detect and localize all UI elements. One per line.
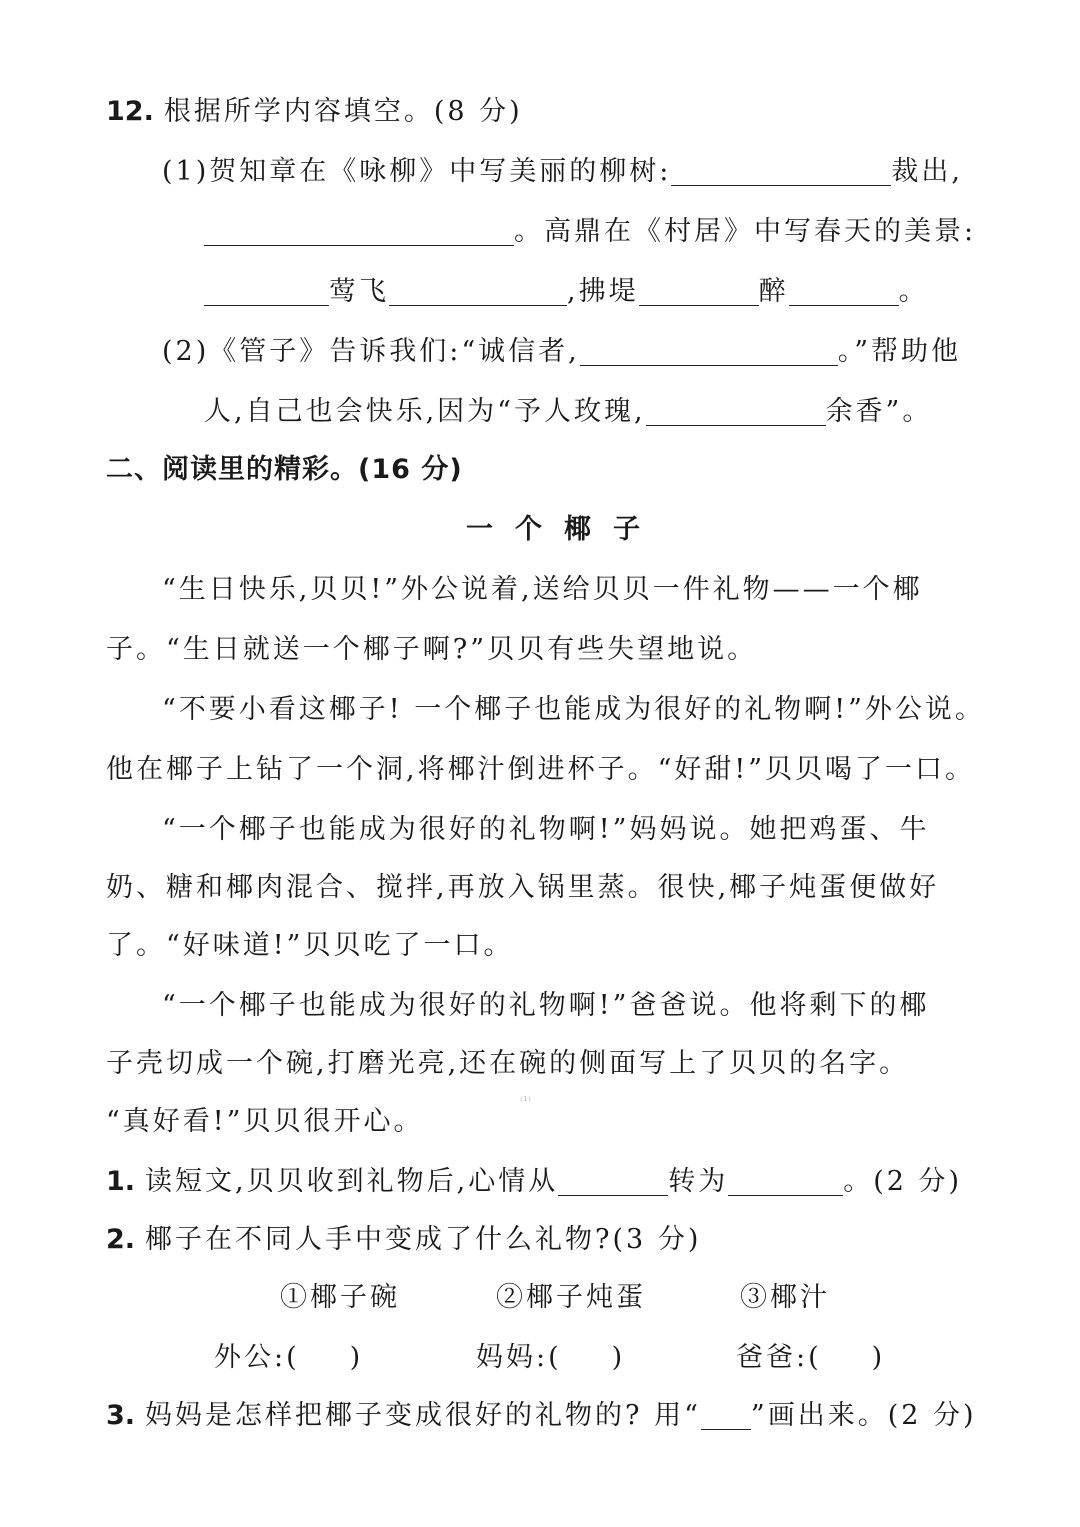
q12-part1-line3 (204, 272, 929, 312)
question-2 (106, 1220, 701, 1260)
q12-p2-text-b: 。”帮助他 (837, 336, 962, 367)
q3-text-b: ”画出来。(2 分) (750, 1400, 977, 1431)
q1-text-b: 转为 (668, 1166, 729, 1197)
q2-option-2: ②椰子炖蛋 (496, 1282, 646, 1313)
q1-text-a: 读短文,贝贝收到礼物后,心情从 (145, 1166, 559, 1197)
passage-line-10: “真好看!”贝贝很开心。 (106, 1106, 424, 1137)
q2-option-3: ③椰汁 (740, 1282, 830, 1313)
q12-p1-text-e: ,拂堤 (567, 276, 639, 307)
q2-label-dad: 爸爸:( (736, 1342, 822, 1373)
q1-number: 1. (106, 1166, 136, 1197)
story-title: 一个椰子 (466, 514, 662, 545)
blank-6[interactable] (789, 275, 899, 306)
q12-p2-text-a: (2)《管子》告诉我们:“诚信者, (162, 336, 580, 367)
question-3 (106, 1396, 977, 1436)
blank-3[interactable] (204, 275, 329, 306)
q3-number: 3. (106, 1400, 136, 1431)
blank-7[interactable] (580, 335, 838, 366)
q12-prompt: 根据所学内容填空。(8 分) (163, 96, 523, 127)
blank-5[interactable] (639, 275, 759, 306)
q12-part1-line2 (204, 212, 976, 252)
passage-line-2: 子。“生日就送一个椰子啊?”贝贝有些失望地说。 (106, 634, 758, 665)
q3-underline-sample (701, 1399, 751, 1430)
passage-line-1: “生日快乐,贝贝!”外公说着,送给贝贝一件礼物——一个椰 (162, 574, 923, 605)
blank-2[interactable] (204, 215, 514, 246)
q2-close-2: ) (611, 1342, 626, 1373)
passage-line-8: “一个椰子也能成为很好的礼物啊!”爸爸说。他将剩下的椰 (162, 990, 930, 1021)
blank-8[interactable] (646, 395, 826, 426)
q2-close-3: ) (871, 1342, 886, 1373)
q12-p2-text-d: 余香”。 (825, 396, 933, 427)
q2-option-1: ①椰子碗 (280, 1282, 400, 1313)
passage-line-6: 奶、糖和椰肉混合、搅拌,再放入锅里蒸。很快,椰子炖蛋便做好 (106, 872, 940, 903)
blank-4[interactable] (389, 275, 567, 306)
q1-blank-1[interactable] (558, 1165, 668, 1196)
q12-part2-line2 (204, 392, 932, 432)
q2-close-1: ) (349, 1342, 364, 1373)
q12-p1-text-d: 莺飞 (329, 276, 389, 307)
q12-part2-line1 (162, 332, 961, 372)
passage-line-9: 子壳切成一个碗,打磨光亮,还在碗的侧面写上了贝贝的名字。 (106, 1048, 910, 1079)
passage-line-3: “不要小看这椰子! 一个椰子也能成为很好的礼物啊!”外公说。 (162, 694, 985, 725)
q1-text-c: 。(2 分) (843, 1166, 963, 1197)
q12-p1-text-b: 裁出, (891, 156, 963, 187)
q12-p2-text-c: 人,自己也会快乐,因为“予人玫瑰, (204, 396, 646, 427)
section2-heading: 二、阅读里的精彩。(16 分) (106, 454, 463, 485)
watermark-mark: ⁽¹⁾ (520, 1094, 531, 1108)
passage-line-4: 他在椰子上钻了一个洞,将椰汁倒进杯子。“好甜!”贝贝喝了一口。 (106, 754, 976, 785)
q2-answer-mom (476, 1338, 625, 1378)
q12-part1-line1 (162, 152, 963, 192)
q12-p1-text-c: 。高鼎在《村居》中写春天的美景: (514, 216, 977, 247)
q1-blank-2[interactable] (728, 1165, 843, 1196)
blank-1[interactable] (671, 155, 891, 186)
q3-text-a: 妈妈是怎样把椰子变成很好的礼物的? 用“ (145, 1400, 701, 1431)
q2-label-mom: 妈妈:( (476, 1342, 562, 1373)
q2-answer-grandpa (214, 1338, 363, 1378)
q12-p1-text-g: 。 (898, 276, 929, 307)
q2-answer-dad (736, 1338, 885, 1378)
q2-prompt: 椰子在不同人手中变成了什么礼物?(3 分) (145, 1224, 702, 1255)
question-1 (106, 1162, 962, 1202)
q2-label-grandpa: 外公:( (214, 1342, 300, 1373)
passage-line-5: “一个椰子也能成为很好的礼物啊!”妈妈说。她把鸡蛋、牛 (162, 814, 930, 845)
q12-heading (106, 92, 523, 132)
passage-line-7: 了。“好味道!”贝贝吃了一口。 (106, 930, 514, 961)
q2-number: 2. (106, 1224, 136, 1255)
q12-number: 12. (106, 96, 154, 127)
q12-p1-text-a: (1)贺知章在《咏柳》中写美丽的柳树: (162, 156, 672, 187)
q12-p1-text-f: 醉 (758, 276, 789, 307)
